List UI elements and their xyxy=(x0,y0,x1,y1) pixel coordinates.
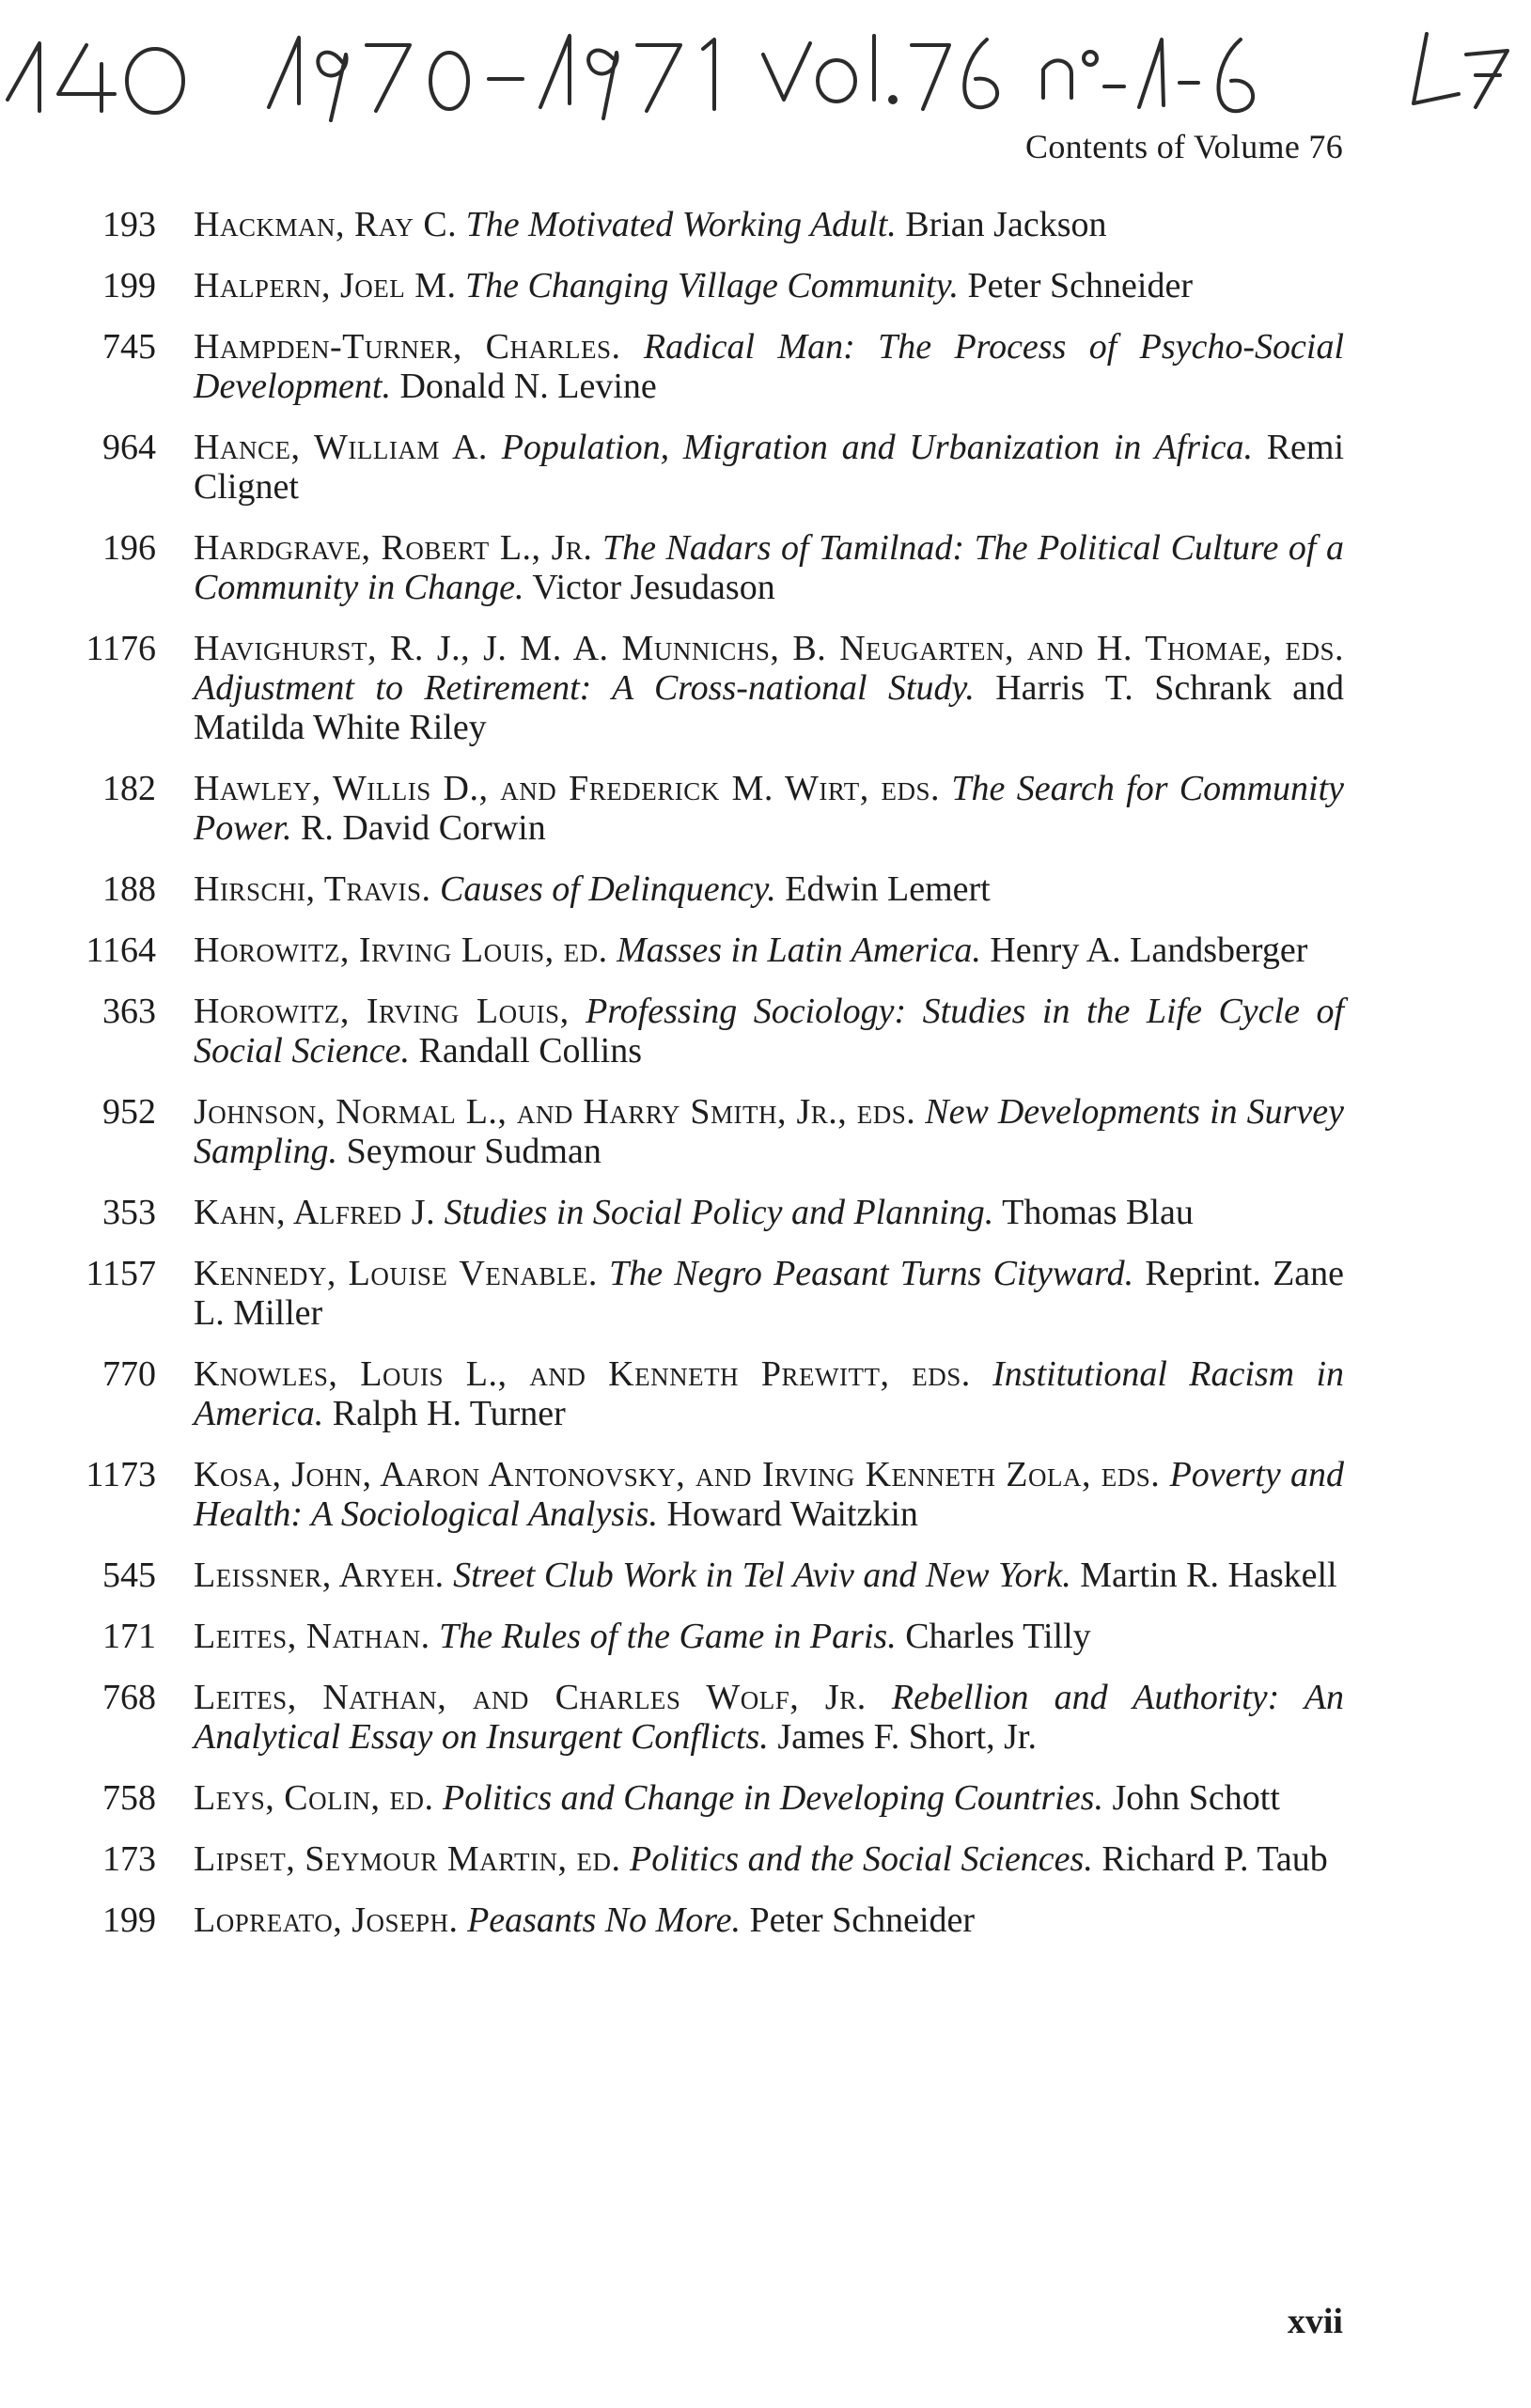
index-entry xyxy=(75,1778,1344,1818)
author: Hance, William A. xyxy=(194,428,488,467)
book-title: Masses in Latin America. xyxy=(617,930,981,970)
reviewer: Peter Schneider xyxy=(749,1900,976,1940)
author: Hardgrave, Robert L., Jr. xyxy=(194,528,593,568)
index-entry xyxy=(75,1900,1344,1940)
book-title: Population, Migration and Urbanization in Africa. xyxy=(501,428,1253,467)
book-title: Peasants No More. xyxy=(467,1900,742,1940)
page-number: 770 xyxy=(102,1354,156,1394)
reviewer: Reprint. Zane L. Miller xyxy=(194,1254,1345,1333)
index-entry xyxy=(75,1678,1344,1757)
page-folio: xvii xyxy=(1287,2302,1343,2341)
entry-text xyxy=(194,992,1344,1071)
reviewer: James F. Short, Jr. xyxy=(777,1717,1037,1757)
book-title: New Developments in Survey Sampling. xyxy=(194,1092,1345,1171)
index-entry xyxy=(75,1193,1344,1232)
reviewer: Ralph H. Turner xyxy=(332,1394,566,1433)
book-title: Studies in Social Policy and Planning. xyxy=(444,1193,994,1232)
author: Leites, Nathan, and Charles Wolf, Jr. xyxy=(194,1678,867,1717)
page-number: 171 xyxy=(102,1617,156,1656)
page-number: 758 xyxy=(102,1778,156,1818)
page-number: 545 xyxy=(102,1556,156,1595)
entry-text xyxy=(194,1617,1344,1656)
entry-text xyxy=(194,266,1344,305)
reviewer: Edwin Lemert xyxy=(785,869,991,909)
entry-text xyxy=(194,1193,1344,1232)
book-title: The Rules of the Game in Paris. xyxy=(439,1617,897,1656)
entry-text xyxy=(194,1455,1344,1534)
author: Leissner, Aryeh. xyxy=(194,1556,445,1595)
author: Johnson, Normal L., and Harry Smith, Jr., eds. xyxy=(194,1092,916,1132)
author: Leys, Colin, ed. xyxy=(194,1778,434,1818)
entry-text xyxy=(194,930,1344,970)
book-title: Politics and Change in Developing Countries. xyxy=(443,1778,1103,1818)
index-entry xyxy=(75,1354,1344,1433)
entry-text xyxy=(194,1900,1344,1940)
author: Kennedy, Louise Venable. xyxy=(194,1254,598,1293)
reviewer: John Schott xyxy=(1112,1778,1280,1818)
index-entry xyxy=(75,205,1344,244)
index-entry xyxy=(75,1254,1344,1333)
entry-text xyxy=(194,629,1344,747)
author: Leites, Nathan. xyxy=(194,1617,430,1656)
reviewer: Randall Collins xyxy=(418,1031,643,1071)
index-entry xyxy=(75,266,1344,305)
book-title: Rebellion and Authority: An Analytical Essay on Insurgent Conflicts. xyxy=(194,1678,1344,1757)
entry-text xyxy=(194,1556,1344,1595)
reviewer: Brian Jackson xyxy=(905,205,1107,244)
reviewer: Harris T. Schrank and Matilda White Riley xyxy=(194,668,1345,747)
reviewer: Henry A. Landsberger xyxy=(990,930,1308,970)
book-title: Institutional Racism in America. xyxy=(194,1354,1344,1433)
page-number: 768 xyxy=(102,1678,156,1717)
page-number: 1157 xyxy=(86,1254,156,1293)
index-entry xyxy=(75,992,1344,1071)
index-entry xyxy=(75,930,1344,970)
page-number: 199 xyxy=(102,1900,156,1940)
index-entry xyxy=(75,1092,1344,1171)
author: Hawley, Willis D., and Frederick M. Wirt, eds. xyxy=(194,769,941,808)
index-entry xyxy=(75,327,1344,406)
entry-text xyxy=(194,1254,1344,1333)
index-entry xyxy=(75,528,1344,607)
entry-text xyxy=(194,528,1344,607)
book-title: Poverty and Health: A Sociological Analysis. xyxy=(194,1455,1344,1534)
author: Kosa, John, Aaron Antonovsky, and Irving Kenneth Zola, eds. xyxy=(194,1455,1161,1494)
reviewer: Charles Tilly xyxy=(905,1617,1091,1656)
reviewer: Victor Jesudason xyxy=(532,568,775,607)
index-entry xyxy=(75,1839,1344,1879)
index-entry xyxy=(75,869,1344,909)
entry-text xyxy=(194,1839,1344,1879)
entry-text xyxy=(194,428,1344,507)
reviewer: Richard P. Taub xyxy=(1101,1839,1328,1879)
entry-text xyxy=(194,205,1344,244)
page-number: 363 xyxy=(102,992,156,1031)
index-entry xyxy=(75,428,1344,507)
page-number: 1173 xyxy=(86,1455,156,1494)
page-number: 173 xyxy=(102,1839,156,1879)
author: Lopreato, Joseph. xyxy=(194,1900,459,1940)
book-title: Professing Sociology: Studies in the Life Cycle of Social Science. xyxy=(194,992,1344,1071)
index-entries xyxy=(75,205,1344,1962)
page-number: 188 xyxy=(102,869,156,909)
author: Kahn, Alfred J. xyxy=(194,1193,436,1232)
author: Hampden-Turner, Charles. xyxy=(194,327,621,367)
page-number: 952 xyxy=(102,1092,156,1132)
entry-text xyxy=(194,1354,1344,1433)
running-head: Contents of Volume 76 xyxy=(1025,128,1343,165)
page-number: 196 xyxy=(102,528,156,568)
book-title: Politics and the Social Sciences. xyxy=(630,1839,1093,1879)
entry-text xyxy=(194,769,1344,848)
reviewer: Howard Waitzkin xyxy=(666,1494,918,1534)
author: Horowitz, Irving Louis, xyxy=(194,992,570,1031)
page-number: 199 xyxy=(102,266,156,305)
book-title: Adjustment to Retirement: A Cross-national Study. xyxy=(194,668,975,708)
author: Horowitz, Irving Louis, ed. xyxy=(194,930,608,970)
index-entry xyxy=(75,1617,1344,1656)
reviewer: Remi Clignet xyxy=(194,428,1345,507)
entry-text xyxy=(194,1678,1344,1757)
book-title: Causes of Delinquency. xyxy=(440,869,776,909)
entry-text xyxy=(194,1092,1344,1171)
entry-text xyxy=(194,327,1344,406)
author: Hirschi, Travis. xyxy=(194,869,431,909)
reviewer: Donald N. Levine xyxy=(399,367,657,406)
book-title: The Motivated Working Adult. xyxy=(465,205,897,244)
page-number: 353 xyxy=(102,1193,156,1232)
page-number: 1164 xyxy=(86,930,156,970)
book-title: The Nadars of Tamilnad: The Political Culture of a Community in Change. xyxy=(194,528,1345,607)
page-number: 1176 xyxy=(86,629,156,668)
book-title: The Changing Village Community. xyxy=(465,266,959,305)
handwritten-annotation xyxy=(0,17,1531,130)
reviewer: Peter Schneider xyxy=(967,266,1193,305)
book-title: Radical Man: The Process of Psycho-Social Development. xyxy=(194,327,1345,406)
entry-text xyxy=(194,869,1344,909)
index-entry xyxy=(75,769,1344,848)
author: Lipset, Seymour Martin, ed. xyxy=(194,1839,621,1879)
page-number: 745 xyxy=(102,327,156,367)
book-title: Street Club Work in Tel Aviv and New York. xyxy=(453,1556,1071,1595)
reviewer: Seymour Sudman xyxy=(346,1132,601,1171)
author: Knowles, Louis L., and Kenneth Prewitt, eds. xyxy=(194,1354,971,1394)
author: Halpern, Joel M. xyxy=(194,266,457,305)
page-number: 193 xyxy=(102,205,156,244)
book-title: The Negro Peasant Turns Cityward. xyxy=(609,1254,1134,1293)
book-title: The Search for Community Power. xyxy=(194,769,1345,848)
reviewer: R. David Corwin xyxy=(301,808,546,848)
author: Hackman, Ray C. xyxy=(194,205,458,244)
index-entry xyxy=(75,1556,1344,1595)
page-number: 964 xyxy=(102,428,156,467)
page-number: 182 xyxy=(102,769,156,808)
reviewer: Thomas Blau xyxy=(1002,1193,1194,1232)
entry-text xyxy=(194,1778,1344,1818)
index-entry xyxy=(75,1455,1344,1534)
author: Havighurst, R. J., J. M. A. Munnichs, B. Neugarten, and H. Thomae, eds. xyxy=(194,629,1344,668)
index-entry xyxy=(75,629,1344,747)
reviewer: Martin R. Haskell xyxy=(1080,1556,1337,1595)
